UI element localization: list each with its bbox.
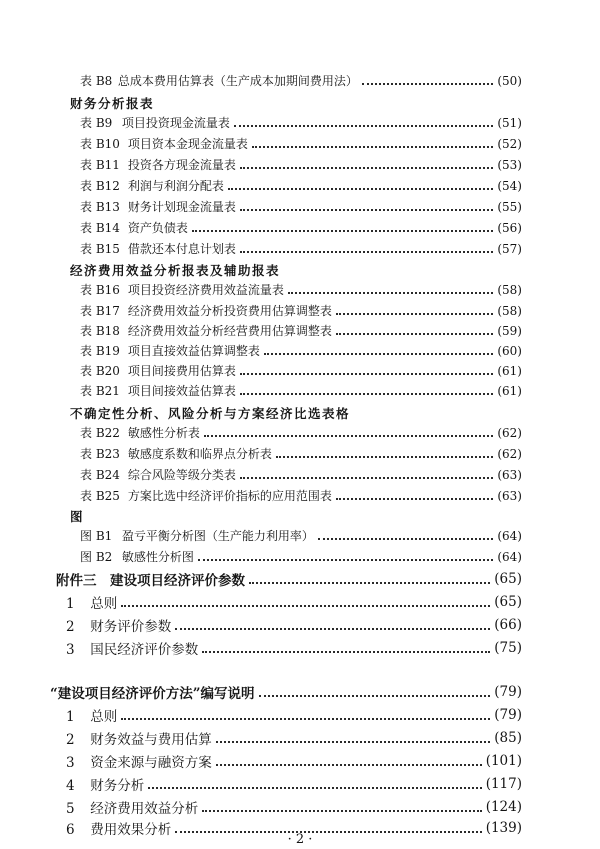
entry-number: 4 <box>66 778 75 794</box>
dot-leader <box>264 352 494 355</box>
entry-title: 项目直接效益估算调整表 <box>127 344 260 358</box>
entry-number: 5 <box>66 801 75 817</box>
group-heading-figures: 图 <box>70 509 85 524</box>
toc-entry-b18[interactable] <box>0 322 600 339</box>
toc-entry-fig-b1[interactable] <box>0 527 600 544</box>
dot-leader <box>234 124 494 127</box>
entry-code: 表 B21 <box>80 384 120 398</box>
toc-entry-b8[interactable] <box>0 72 600 89</box>
entry-title: 敏感性分析表 <box>127 426 200 440</box>
entry-page: (63) <box>497 488 522 503</box>
toc-entry-b20[interactable] <box>0 362 600 379</box>
entry-number: 1 <box>66 596 75 612</box>
entry-title: 敏感度系数和临界点分析表 <box>127 447 272 461</box>
entry-page: (139) <box>485 820 522 836</box>
dot-leader <box>240 392 494 395</box>
entry-title: 经济费用效益分析 <box>90 801 199 817</box>
entry-page: (55) <box>497 199 522 214</box>
dot-leader <box>198 558 494 561</box>
entry-page: (101) <box>485 753 522 769</box>
entry-page: (53) <box>497 157 522 172</box>
dot-leader <box>240 208 494 211</box>
entry-title: “建设项目经济评价方法”编写说明 <box>50 686 255 702</box>
entry-page: (62) <box>497 425 522 440</box>
entry-page: (64) <box>497 528 522 543</box>
entry-page: (51) <box>497 115 522 130</box>
entry-code: 表 B17 <box>80 304 120 318</box>
entry-code: 表 B15 <box>80 242 120 256</box>
toc-entry-b10[interactable] <box>0 135 600 152</box>
entry-title: 项目间接费用估算表 <box>127 364 236 378</box>
entry-number: 3 <box>66 642 75 658</box>
dot-leader <box>336 497 494 500</box>
entry-title: 费用效果分析 <box>90 822 172 838</box>
entry-code: 表 B25 <box>80 489 120 503</box>
entry-number: 1 <box>66 709 75 725</box>
entry-title: 资产负债表 <box>127 221 188 235</box>
entry-title: 利润与利润分配表 <box>127 179 224 193</box>
toc-entry-fig-b2[interactable] <box>0 548 600 565</box>
dot-leader <box>121 604 490 607</box>
entry-code: 表 B9 <box>80 116 113 130</box>
dot-leader <box>175 627 490 630</box>
entry-number: 2 <box>66 619 75 635</box>
entry-title: 借款还本付息计划表 <box>127 242 236 256</box>
toc-entry-b9[interactable] <box>0 114 600 131</box>
toc-entry-b23[interactable] <box>0 445 600 462</box>
entry-title: 综合风险等级分类表 <box>127 468 236 482</box>
entry-page: (60) <box>497 343 522 358</box>
dot-leader <box>336 312 494 315</box>
entry-page: (64) <box>497 549 522 564</box>
toc-entry-annex-3[interactable] <box>0 569 600 589</box>
toc-entry-explanation-1[interactable] <box>0 705 600 725</box>
entry-page: (62) <box>497 446 522 461</box>
entry-page: (63) <box>497 467 522 482</box>
toc-entry-b16[interactable] <box>0 281 600 298</box>
entry-title: 投资各方现金流量表 <box>127 158 236 172</box>
entry-code: 表 B18 <box>80 324 120 338</box>
toc-entry-b12[interactable] <box>0 177 600 194</box>
toc-entry-b25[interactable] <box>0 487 600 504</box>
dot-leader <box>216 740 490 743</box>
toc-entry-explanation-4[interactable] <box>0 774 600 794</box>
toc-entry-b11[interactable] <box>0 156 600 173</box>
entry-page: (54) <box>497 178 522 193</box>
toc-entry-b22[interactable] <box>0 424 600 441</box>
entry-title: 经济费用效益分析经营费用估算调整表 <box>127 324 332 338</box>
dot-leader <box>276 455 494 458</box>
entry-title: 项目投资经济费用效益流量表 <box>127 283 284 297</box>
toc-entry-b19[interactable] <box>0 342 600 359</box>
entry-page: (124) <box>485 799 522 815</box>
entry-title: 财务效益与费用估算 <box>90 732 212 748</box>
entry-page: (57) <box>497 241 522 256</box>
toc-entry-explanation-5[interactable] <box>0 797 600 817</box>
entry-code: 表 B14 <box>80 221 120 235</box>
dot-leader <box>252 145 494 148</box>
entry-page: (61) <box>497 383 522 398</box>
entry-page: (58) <box>497 303 522 318</box>
entry-page: (79) <box>494 707 522 723</box>
toc-entry-b24[interactable] <box>0 466 600 483</box>
dot-leader <box>288 291 494 294</box>
entry-number: 2 <box>66 732 75 748</box>
toc-entry-explanation[interactable] <box>0 682 600 702</box>
entry-page: (66) <box>494 617 522 633</box>
entry-page: (75) <box>494 640 522 656</box>
entry-code: 表 B23 <box>80 447 120 461</box>
entry-page: (59) <box>497 323 522 338</box>
entry-number: 3 <box>66 755 75 771</box>
toc-entry-annex-3-3[interactable] <box>0 638 600 658</box>
page-number: · 2 · <box>287 832 313 847</box>
entry-page: (58) <box>497 282 522 297</box>
entry-title: 总则 <box>90 709 118 725</box>
group-heading-financial: 财务分析报表 <box>70 96 155 111</box>
toc-entry-explanation-3[interactable] <box>0 751 600 771</box>
dot-leader <box>121 717 490 720</box>
entry-code: 表 B22 <box>80 426 120 440</box>
group-heading-economic: 经济费用效益分析报表及辅助报表 <box>70 263 281 278</box>
dot-leader <box>240 372 494 375</box>
entry-page: (61) <box>497 363 522 378</box>
entry-page: (79) <box>494 684 522 700</box>
entry-title: 财务计划现金流量表 <box>127 200 236 214</box>
entry-title: 国民经济评价参数 <box>90 642 199 658</box>
entry-code: 表 B24 <box>80 468 120 482</box>
entry-page: (85) <box>494 730 522 746</box>
entry-code: 图 B2 <box>80 550 113 564</box>
dot-leader <box>249 581 490 584</box>
entry-code: 表 B16 <box>80 283 120 297</box>
dot-leader <box>259 694 491 697</box>
entry-code: 表 B13 <box>80 200 120 214</box>
entry-code: 表 B20 <box>80 364 120 378</box>
toc-entry-b15[interactable] <box>0 240 600 257</box>
entry-title: 附件三 建设项目经济评价参数 <box>56 573 245 589</box>
dot-leader <box>318 537 494 540</box>
entry-title: 总成本费用估算表（生产成本加期间费用法） <box>117 74 358 88</box>
dot-leader <box>202 809 481 812</box>
dot-leader <box>240 250 494 253</box>
entry-title: 敏感性分析图 <box>121 550 194 564</box>
entry-page: (65) <box>494 571 522 587</box>
entry-title: 项目投资现金流量表 <box>121 116 230 130</box>
entry-title: 盈亏平衡分析图（生产能力利用率） <box>121 529 314 543</box>
entry-title: 财务评价参数 <box>90 619 172 635</box>
toc-entry-annex-3-1[interactable] <box>0 592 600 612</box>
toc-entry-b14[interactable] <box>0 219 600 236</box>
entry-code: 表 B11 <box>80 158 120 172</box>
dot-leader <box>202 650 490 653</box>
entry-code: 表 B8 <box>80 74 113 88</box>
entry-page: (65) <box>494 594 522 610</box>
entry-code: 表 B19 <box>80 344 120 358</box>
entry-number: 6 <box>66 822 75 838</box>
dot-leader <box>362 82 494 85</box>
entry-title: 经济费用效益分析投资费用估算调整表 <box>127 304 332 318</box>
entry-page: (50) <box>497 73 522 88</box>
dot-leader <box>204 434 494 437</box>
entry-page: (56) <box>497 220 522 235</box>
entry-title: 项目资本金现金流量表 <box>127 137 248 151</box>
toc-entry-annex-3-2[interactable] <box>0 615 600 635</box>
dot-leader <box>192 229 494 232</box>
entry-title: 项目间接效益估算表 <box>127 384 236 398</box>
dot-leader <box>148 786 481 789</box>
entry-title: 方案比选中经济评价指标的应用范围表 <box>127 489 332 503</box>
toc-entry-b17[interactable] <box>0 302 600 319</box>
dot-leader <box>216 763 482 766</box>
dot-leader <box>240 166 494 169</box>
dot-leader <box>228 187 494 190</box>
group-heading-uncertainty: 不确定性分析、风险分析与方案经济比选表格 <box>70 406 351 421</box>
entry-title: 财务分析 <box>90 778 145 794</box>
entry-title: 资金来源与融资方案 <box>90 755 212 771</box>
dot-leader <box>240 476 494 479</box>
entry-code: 图 B1 <box>80 529 113 543</box>
entry-page: (52) <box>497 136 522 151</box>
toc-entry-b13[interactable] <box>0 198 600 215</box>
toc-entry-b21[interactable] <box>0 382 600 399</box>
dot-leader <box>336 332 494 335</box>
entry-code: 表 B10 <box>80 137 120 151</box>
toc-entry-explanation-2[interactable] <box>0 728 600 748</box>
entry-title: 总则 <box>90 596 118 612</box>
entry-page: (117) <box>485 776 522 792</box>
entry-code: 表 B12 <box>80 179 120 193</box>
